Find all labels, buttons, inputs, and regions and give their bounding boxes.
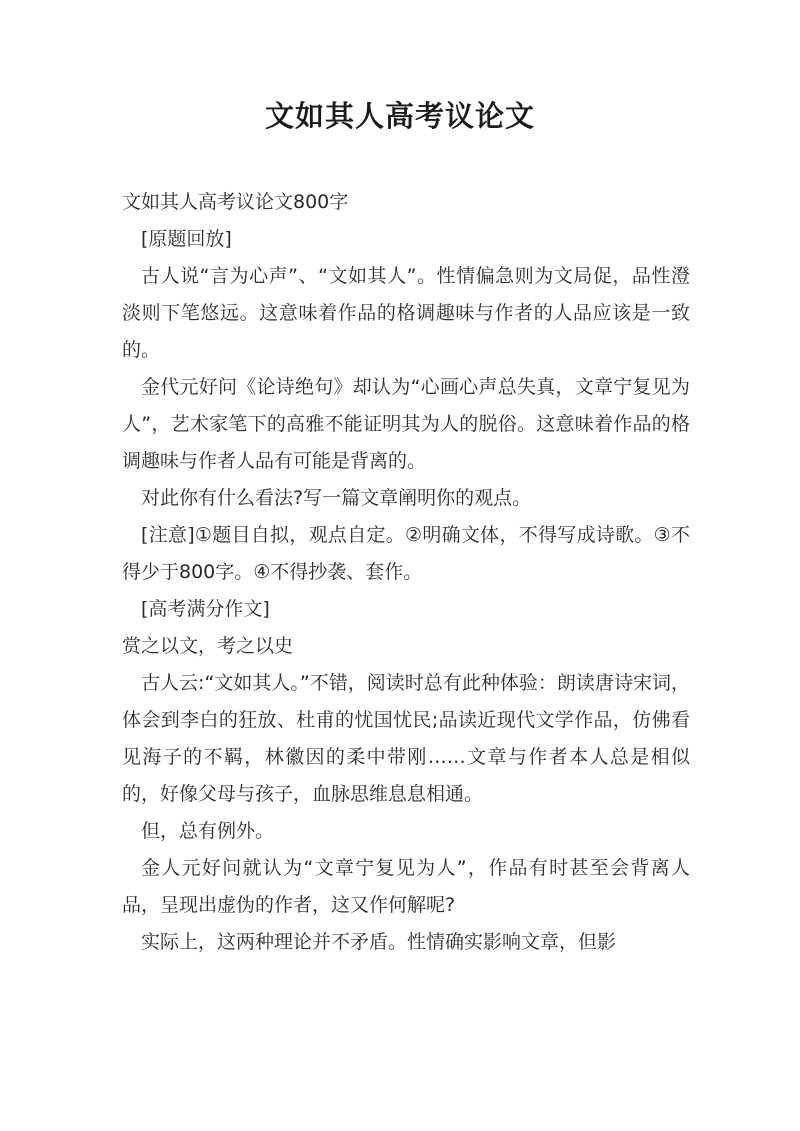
paragraph: [高考满分作文] (141, 598, 270, 620)
document-title: 文如其人高考议论文 (264, 99, 535, 133)
paragraph: 实际上，这两种理论并不矛盾。性情确实影响文章，但影 (141, 931, 617, 953)
paragraph: 文如其人高考议论文800字 (122, 191, 349, 213)
paragraph: 金人元好问就认为“文章宁复见为人”，作品有时甚至会背离人品，呈现出虚伪的作者，这又作何解呢? (122, 857, 690, 916)
document-body (122, 184, 690, 961)
paragraph: 但，总有例外。 (141, 820, 275, 842)
paragraph: 金代元好问《论诗绝句》却认为“心画心声总失真，文章宁复见为人”，艺术家笔下的高雅不能证明其为人的脱俗。这意味着作品的格调趣味与作者人品有可能是背离的。 (122, 376, 690, 472)
paragraph: [注意]①题目自拟，观点自定。②明确文体，不得写成诗歌。③不得少于800字。④不得抄袭、套作。 (122, 524, 690, 583)
paragraph: 古人说“言为心声”、“文如其人”。性情偏急则为文局促，品性澄淡则下笔悠远。这意味着作品的格调趣味与作者的人品应该是一致的。 (122, 265, 690, 361)
paragraph: [原题回放] (141, 228, 232, 250)
paragraph: 古人云:“文如其人。”不错，阅读时总有此种体验：朗读唐诗宋词，体会到李白的狂放、杜甫的忧国忧民;品读近现代文学作品，仿佛看见海子的不羁，林徽因的柔中带刚……文章与作者本人总是相似的，好像父母与孩子，血脉思维息息相通。 (122, 672, 690, 805)
paragraph: 赏之以文，考之以史 (122, 635, 294, 657)
paragraph: 对此你有什么看法?写一篇文章阐明你的观点。 (141, 487, 532, 509)
